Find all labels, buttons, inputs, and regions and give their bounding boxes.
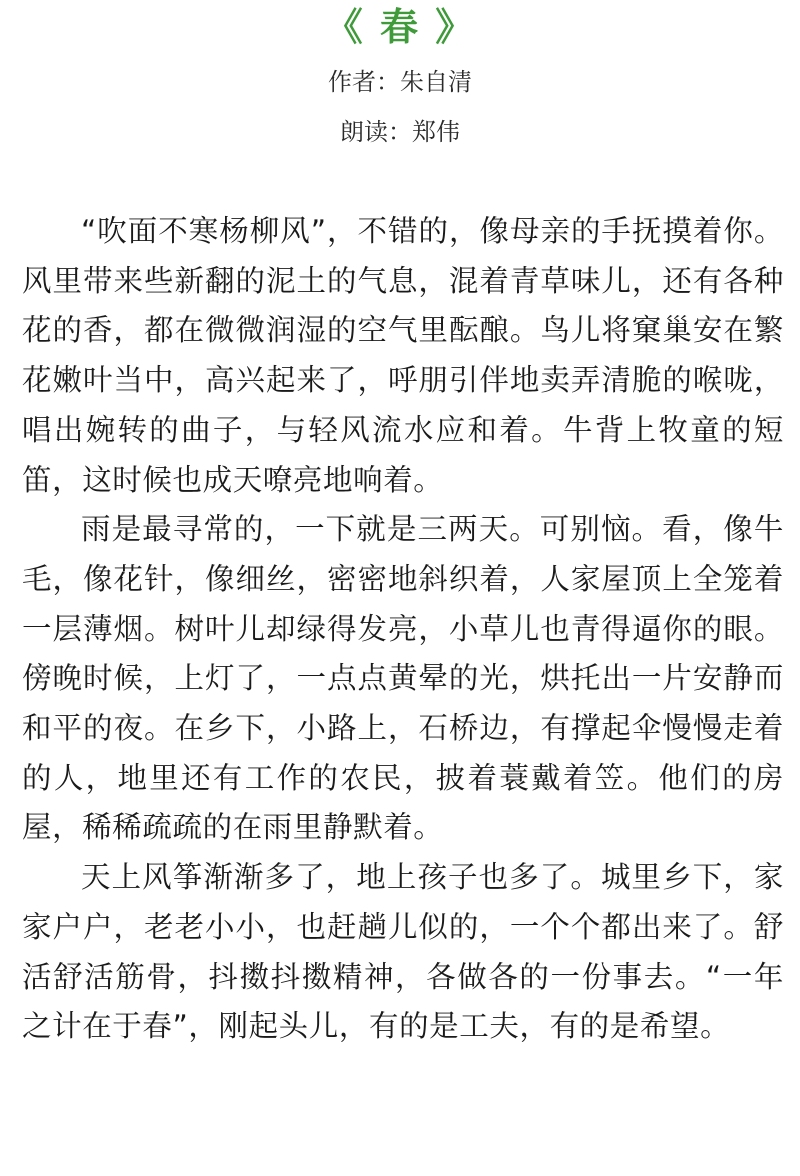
article-title: 《 春 》 [324,5,476,49]
article-body [22,207,784,1052]
reader-line: 朗读：郑伟 [340,118,460,146]
paragraph-1: “吹面不寒杨柳风”，不错的，像母亲的手抚摸着你。风里带来些新翻的泥土的气息，混着青草味儿，还有各种花的香，都在微微润湿的空气里酝酿。鸟儿将窠巢安在繁花嫩叶当中，高兴起来了，呼朋引伴地卖弄清脆的喉咙，唱出婉转的曲子，与轻风流水应和着。牛背上牧童的短笛，这时候也成天嘹亮地响着。 [22,214,784,497]
paragraph-3: 天上风筝渐渐多了，地上孩子也多了。城里乡下，家家户户，老老小小，也赶趟儿似的，一个个都出来了。舒活舒活筋骨，抖擞抖擞精神，各做各的一份事去。“一年之计在于春”，刚起头儿，有的是工夫，有的是希望。 [22,860,784,1044]
paragraph-2: 雨是最寻常的，一下就是三两天。可别恼。看，像牛毛，像花针，像细丝，密密地斜织着，人家屋顶上全笼着一层薄烟。树叶儿却绿得发亮，小草儿也青得逼你的眼。傍晚时候，上灯了，一点点黄晕的光，烘托出一片安静而和平的夜。在乡下，小路上，石桥边，有撑起伞慢慢走着的人，地里还有工作的农民，披着蓑戴着笠。他们的房屋，稀稀疏疏的在雨里静默着。 [22,512,784,845]
author-line: 作者：朱自清 [328,68,472,96]
